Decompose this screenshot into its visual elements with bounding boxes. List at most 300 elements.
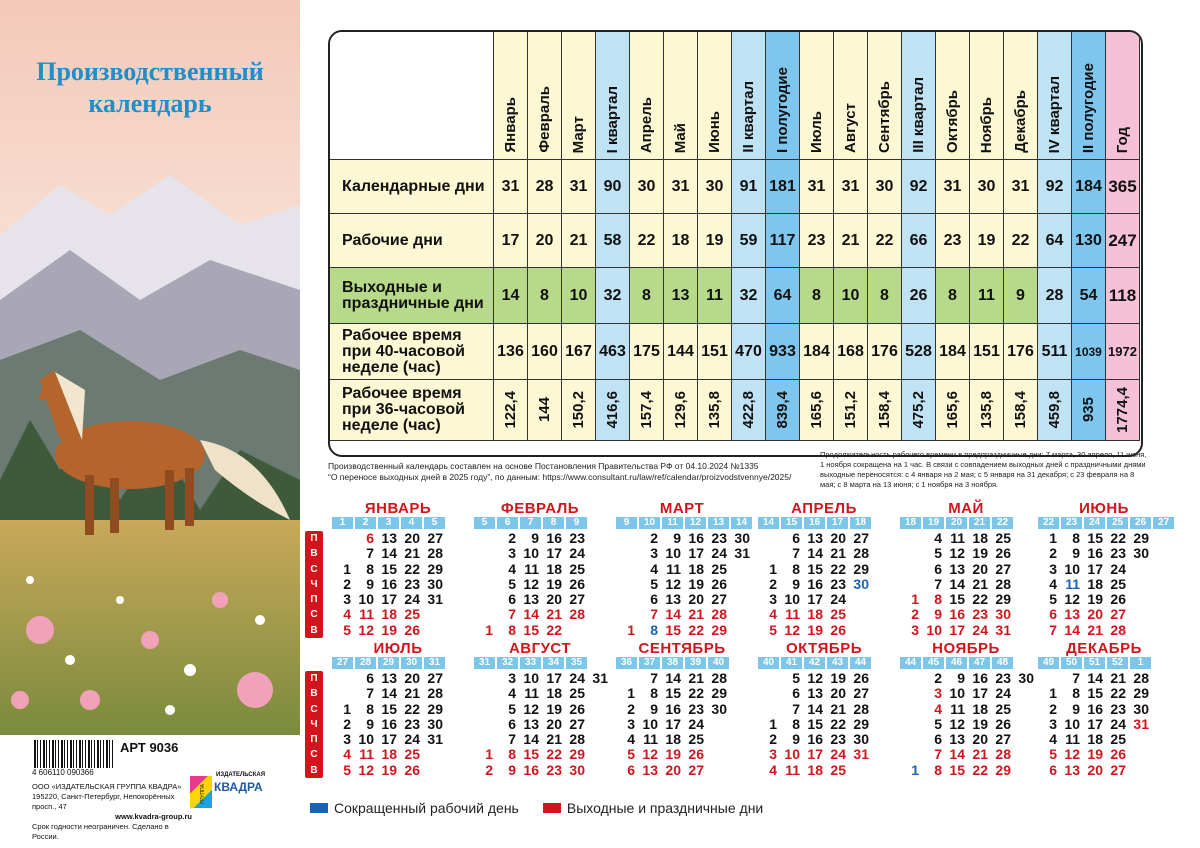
logo-side-text: ГРУППА — [200, 784, 206, 804]
col-header-label: I полугодие — [774, 67, 791, 153]
day-number: 27 — [427, 530, 443, 546]
table-cell: 167 — [562, 324, 596, 380]
day-number — [727, 577, 750, 592]
day-number: 5 — [627, 746, 635, 763]
week-number: 32 — [497, 657, 518, 669]
day-number: 16 — [972, 670, 988, 686]
day-number: 14 — [949, 575, 965, 592]
day-number: 16 — [665, 700, 681, 717]
day-number: 24 — [972, 621, 988, 638]
day-number: 9 — [673, 530, 681, 546]
week-number: 34 — [543, 657, 564, 669]
table-cell: 23 — [936, 214, 970, 268]
day-number: 28 — [853, 700, 869, 717]
col-header-label: Март — [570, 115, 587, 153]
day-number: 1 — [627, 621, 635, 638]
week-number: 36 — [616, 657, 637, 669]
day-number — [754, 686, 777, 701]
week-row — [612, 607, 752, 622]
day-number: 15 — [1087, 530, 1103, 546]
day-number: 22 — [830, 560, 846, 577]
day-number: 22 — [688, 621, 704, 638]
day-number: 11 — [785, 761, 800, 778]
day-number — [585, 763, 608, 778]
day-number: 8 — [792, 715, 800, 732]
logo-top-text: ИЗДАТЕЛЬСКАЯ — [216, 772, 266, 778]
day-number: 10 — [784, 746, 800, 763]
col-header — [834, 32, 868, 160]
day-number: 30 — [995, 606, 1011, 623]
day-number — [1126, 763, 1149, 778]
day-number: 22 — [1110, 685, 1126, 702]
day-number: 28 — [427, 685, 443, 702]
day-number: 4 — [769, 761, 777, 778]
day-number: 30 — [427, 575, 443, 592]
week-row — [1034, 702, 1174, 717]
week-row — [612, 592, 752, 607]
month-calendar — [1034, 640, 1174, 778]
day-number: 15 — [807, 560, 823, 577]
day-number — [1011, 702, 1034, 717]
day-number: 21 — [546, 606, 562, 623]
col-header-label: Июль — [808, 111, 825, 153]
week-row — [470, 732, 610, 747]
col-header — [664, 32, 698, 160]
day-number: 5 — [792, 670, 800, 686]
week-row — [328, 546, 468, 561]
day-number — [1011, 747, 1034, 762]
day-number: 8 — [1072, 530, 1080, 546]
day-number — [704, 732, 727, 747]
day-number — [727, 623, 750, 638]
day-number: 7 — [366, 685, 374, 702]
table-cell: 176 — [868, 324, 902, 380]
day-number: 11 — [1065, 575, 1080, 592]
table-cell: 160 — [528, 324, 562, 380]
col-header — [1004, 32, 1038, 160]
day-number — [585, 717, 608, 732]
col-header — [732, 32, 766, 160]
day-number: 19 — [830, 670, 846, 686]
day-number: 17 — [949, 621, 965, 638]
day-number: 14 — [665, 606, 681, 623]
day-number — [754, 531, 777, 546]
month-name: ИЮЛЬ — [373, 640, 423, 657]
week-row — [1034, 671, 1174, 686]
week-row — [612, 717, 752, 732]
day-number: 3 — [508, 670, 516, 686]
col-header — [1106, 32, 1140, 160]
month-name: СЕНТЯБРЬ — [638, 640, 726, 657]
col-header — [1072, 32, 1106, 160]
week-number: 33 — [520, 657, 541, 669]
day-number: 31 — [853, 746, 869, 763]
day-number — [420, 747, 443, 762]
week-row — [328, 702, 468, 717]
day-number: 23 — [1110, 545, 1126, 562]
day-number: 2 — [627, 700, 635, 717]
day-number — [896, 732, 919, 747]
day-number: 3 — [934, 685, 942, 702]
day-number: 14 — [381, 685, 397, 702]
day-number: 9 — [1072, 545, 1080, 562]
table-cell: 11 — [970, 268, 1004, 324]
month-name: ОКТЯБРЬ — [785, 640, 862, 657]
week-number: 40 — [708, 657, 729, 669]
day-number: 25 — [830, 606, 846, 623]
day-number: 24 — [404, 731, 420, 748]
day-number: 30 — [569, 761, 585, 778]
day-number: 29 — [1133, 685, 1149, 702]
day-number: 7 — [508, 606, 516, 623]
week-row — [470, 702, 610, 717]
week-row — [612, 763, 752, 778]
table-cell: 8 — [936, 268, 970, 324]
row-label: Рабочее время при 40-часовой неделе (час) — [330, 324, 494, 380]
week-number: 20 — [946, 517, 967, 529]
day-number — [470, 577, 493, 592]
week-number: 38 — [662, 657, 683, 669]
weekday-labels — [305, 671, 323, 778]
day-number: 8 — [508, 621, 516, 638]
day-number: 17 — [807, 591, 823, 608]
day-number: 17 — [381, 731, 397, 748]
day-number: 2 — [769, 731, 777, 748]
day-number: 29 — [853, 560, 869, 577]
day-number: 12 — [807, 670, 823, 686]
day-number: 26 — [995, 715, 1011, 732]
day-number: 10 — [523, 670, 539, 686]
table-cell: 184 — [936, 324, 970, 380]
col-header-label: Год — [1114, 126, 1131, 153]
week-row — [612, 732, 752, 747]
day-number: 19 — [1087, 591, 1103, 608]
day-number: 27 — [853, 685, 869, 702]
week-number: 28 — [355, 657, 376, 669]
legend-holiday-label: Выходные и праздничные дни — [566, 800, 764, 816]
day-number: 3 — [769, 746, 777, 763]
day-number: 11 — [359, 746, 374, 763]
table-cell: 118 — [1106, 268, 1140, 324]
table-cell: 1039 — [1072, 324, 1106, 380]
weekday-label: С — [310, 749, 318, 761]
day-number — [470, 531, 493, 546]
day-number: 20 — [404, 670, 420, 686]
table-cell: 8 — [868, 268, 902, 324]
table-cell: 21 — [834, 214, 868, 268]
source-note-line1: Производственный календарь составлен на основе Постановления Правительства РФ от 04.10.2024 №1335 — [328, 461, 759, 471]
week-number: 22 — [1038, 517, 1059, 529]
day-number: 17 — [546, 670, 562, 686]
day-number: 14 — [523, 606, 539, 623]
day-number: 2 — [343, 715, 351, 732]
day-number: 27 — [711, 591, 727, 608]
day-number: 19 — [546, 575, 562, 592]
day-number: 23 — [711, 530, 727, 546]
week-row — [754, 747, 894, 762]
week-row — [328, 577, 468, 592]
col-header-label: Февраль — [536, 86, 553, 153]
week-number: 9 — [616, 517, 637, 529]
day-number: 5 — [934, 715, 942, 732]
day-number: 18 — [665, 731, 681, 748]
table-cell: 22 — [630, 214, 664, 268]
day-number: 20 — [688, 591, 704, 608]
day-number: 26 — [711, 575, 727, 592]
day-number: 17 — [1087, 560, 1103, 577]
day-number — [612, 592, 635, 607]
day-number: 27 — [995, 560, 1011, 577]
day-number: 23 — [569, 530, 585, 546]
table-cell: 422,8 — [732, 380, 766, 441]
week-number: 18 — [850, 517, 871, 529]
weekday-label: С — [310, 703, 318, 715]
week-number: 18 — [900, 517, 921, 529]
table-cell: 90 — [596, 160, 630, 214]
week-row — [1034, 562, 1174, 577]
table-cell: 11 — [698, 268, 732, 324]
day-number: 6 — [366, 670, 374, 686]
table-cell: 184 — [1072, 160, 1106, 214]
weekday-label: П — [310, 673, 318, 684]
day-number — [727, 562, 750, 577]
col-header-label: III квартал — [910, 77, 927, 153]
week-row — [896, 702, 1036, 717]
day-number: 13 — [807, 530, 823, 546]
day-number: 16 — [1087, 545, 1103, 562]
day-number: 17 — [807, 746, 823, 763]
day-number: 2 — [1049, 545, 1057, 562]
day-number: 2 — [769, 575, 777, 592]
day-number: 24 — [1110, 715, 1126, 732]
day-number: 27 — [1110, 606, 1126, 623]
month-name: АПРЕЛЬ — [791, 500, 857, 517]
week-number: 17 — [827, 517, 848, 529]
col-header — [970, 32, 1004, 160]
day-number: 3 — [1049, 715, 1057, 732]
day-number: 13 — [949, 731, 965, 748]
day-number: 5 — [343, 761, 351, 778]
weekday-label: С — [310, 609, 318, 621]
holiday-swatch — [543, 803, 561, 813]
table-cell: 135,8 — [970, 380, 1004, 441]
day-number: 30 — [427, 715, 443, 732]
day-number: 6 — [1049, 606, 1057, 623]
week-number: 31 — [424, 657, 445, 669]
day-number: 28 — [1110, 621, 1126, 638]
week-row — [754, 577, 894, 592]
table-cell: 9 — [1004, 268, 1038, 324]
day-number: 25 — [404, 746, 420, 763]
summary-table — [328, 30, 1143, 457]
col-header — [800, 32, 834, 160]
day-number: 7 — [1049, 621, 1057, 638]
day-number: 4 — [1049, 731, 1057, 748]
day-number: 16 — [807, 575, 823, 592]
day-number: 13 — [807, 685, 823, 702]
day-number: 2 — [934, 670, 942, 686]
day-number: 25 — [995, 700, 1011, 717]
day-number: 25 — [711, 560, 727, 577]
day-number: 7 — [650, 606, 658, 623]
day-number: 10 — [784, 591, 800, 608]
table-cell: 144 — [664, 324, 698, 380]
day-number: 12 — [1064, 591, 1080, 608]
day-number: 3 — [769, 591, 777, 608]
day-number: 24 — [688, 715, 704, 732]
day-number — [896, 671, 919, 686]
day-number: 14 — [665, 670, 681, 686]
day-number: 4 — [934, 530, 942, 546]
week-row — [470, 686, 610, 701]
day-number: 21 — [830, 545, 846, 562]
day-number: 15 — [949, 591, 965, 608]
day-number: 5 — [343, 621, 351, 638]
week-number: 49 — [1038, 657, 1059, 669]
week-number: 47 — [969, 657, 990, 669]
day-number: 22 — [830, 715, 846, 732]
week-row — [896, 531, 1036, 546]
day-number: 15 — [665, 685, 681, 702]
day-number — [896, 562, 919, 577]
day-number: 26 — [1110, 591, 1126, 608]
table-cell: 31 — [664, 160, 698, 214]
week-number: 37 — [639, 657, 660, 669]
week-row — [754, 763, 894, 778]
day-number: 6 — [1049, 761, 1057, 778]
day-number: 9 — [508, 761, 516, 778]
day-number: 19 — [665, 746, 681, 763]
table-cell: 92 — [1038, 160, 1072, 214]
day-number — [562, 623, 585, 638]
day-number: 30 — [734, 530, 750, 546]
month-calendar — [754, 500, 894, 638]
day-number — [470, 607, 493, 622]
day-number: 8 — [650, 685, 658, 702]
week-number: 6 — [497, 517, 518, 529]
day-number: 19 — [688, 575, 704, 592]
col-header — [528, 32, 562, 160]
day-number: 13 — [381, 530, 397, 546]
col-header — [936, 32, 970, 160]
week-number: 9 — [566, 517, 587, 529]
month-name: ДЕКАБРЬ — [1066, 640, 1142, 657]
day-number: 24 — [711, 545, 727, 562]
table-cell: 64 — [1038, 214, 1072, 268]
table-cell: 935 — [1072, 380, 1106, 441]
publisher-info — [32, 782, 192, 842]
week-numbers — [616, 517, 752, 529]
day-number: 16 — [1087, 700, 1103, 717]
day-number: 20 — [546, 591, 562, 608]
day-number: 22 — [546, 746, 562, 763]
week-number: 8 — [543, 517, 564, 529]
day-number: 25 — [404, 606, 420, 623]
day-number: 7 — [792, 545, 800, 562]
week-row — [896, 546, 1036, 561]
day-number: 22 — [546, 621, 562, 638]
day-number: 8 — [934, 591, 942, 608]
day-number — [420, 607, 443, 622]
day-number: 27 — [569, 591, 585, 608]
day-number: 18 — [381, 746, 397, 763]
photo-title-line1: Производственный — [36, 57, 264, 86]
weekday-labels — [305, 531, 323, 638]
weekday-label: В — [310, 548, 318, 560]
col-header — [1038, 32, 1072, 160]
weekday-label: В — [310, 688, 318, 700]
week-row — [612, 546, 752, 561]
row-label: Календарные дни — [330, 160, 494, 214]
week-row — [612, 562, 752, 577]
day-number — [727, 592, 750, 607]
day-number: 10 — [358, 591, 374, 608]
day-number: 12 — [1064, 746, 1080, 763]
col-header-label: II квартал — [740, 81, 757, 153]
table-cell: 10 — [562, 268, 596, 324]
table-cell: 30 — [630, 160, 664, 214]
day-number: 21 — [404, 685, 420, 702]
table-cell: 13 — [664, 268, 698, 324]
col-header — [868, 32, 902, 160]
day-number: 14 — [523, 731, 539, 748]
table-cell: 151 — [970, 324, 1004, 380]
weekday-label: В — [310, 764, 318, 776]
legend — [310, 800, 763, 816]
day-number: 13 — [523, 591, 539, 608]
week-number: 27 — [1153, 517, 1174, 529]
week-number: 12 — [685, 517, 706, 529]
col-header — [494, 32, 528, 160]
day-number: 28 — [1133, 670, 1149, 686]
week-number: 43 — [827, 657, 848, 669]
table-cell: 32 — [732, 268, 766, 324]
week-row — [470, 763, 610, 778]
day-number: 24 — [830, 746, 846, 763]
day-number: 22 — [688, 685, 704, 702]
month-name: НОЯБРЬ — [932, 640, 1000, 657]
week-row — [896, 592, 1036, 607]
day-number: 10 — [642, 715, 658, 732]
week-number: 10 — [639, 517, 660, 529]
day-number — [1126, 732, 1149, 747]
day-number: 14 — [807, 700, 823, 717]
weekday-label: В — [310, 624, 318, 636]
day-number: 23 — [404, 715, 420, 732]
day-number: 12 — [523, 575, 539, 592]
table-cell: 92 — [902, 160, 936, 214]
day-number: 21 — [972, 746, 988, 763]
table-cell: 59 — [732, 214, 766, 268]
table-cell: 14 — [494, 268, 528, 324]
day-number: 21 — [1110, 670, 1126, 686]
day-number: 22 — [404, 560, 420, 577]
week-row — [896, 686, 1036, 701]
week-number: 44 — [900, 657, 921, 669]
day-number — [470, 546, 493, 561]
shortened-days-note: Продолжительность рабочего времени в предпраздничные дни: 7 марта, 30 апреля, 11 июня, 1 ноября сокращена на 1 час. В связи с совпадением выходных дней с праздничными днями выходные переносятся: с 4 января на 2 мая; с 5 января на 31 декабря; с 23 февраля на 8 мая; с 8 марта на 13 июня; с 1 ноября на 3 ноября. — [820, 450, 1147, 489]
day-number — [704, 717, 727, 732]
table-cell: 365 — [1106, 160, 1140, 214]
day-number: 25 — [569, 560, 585, 577]
week-number: 15 — [781, 517, 802, 529]
barcode — [34, 740, 114, 768]
week-numbers — [1038, 517, 1174, 529]
day-number: 31 — [734, 545, 750, 562]
legend-holiday — [543, 800, 763, 816]
week-row — [328, 531, 468, 546]
day-number: 5 — [1049, 746, 1057, 763]
